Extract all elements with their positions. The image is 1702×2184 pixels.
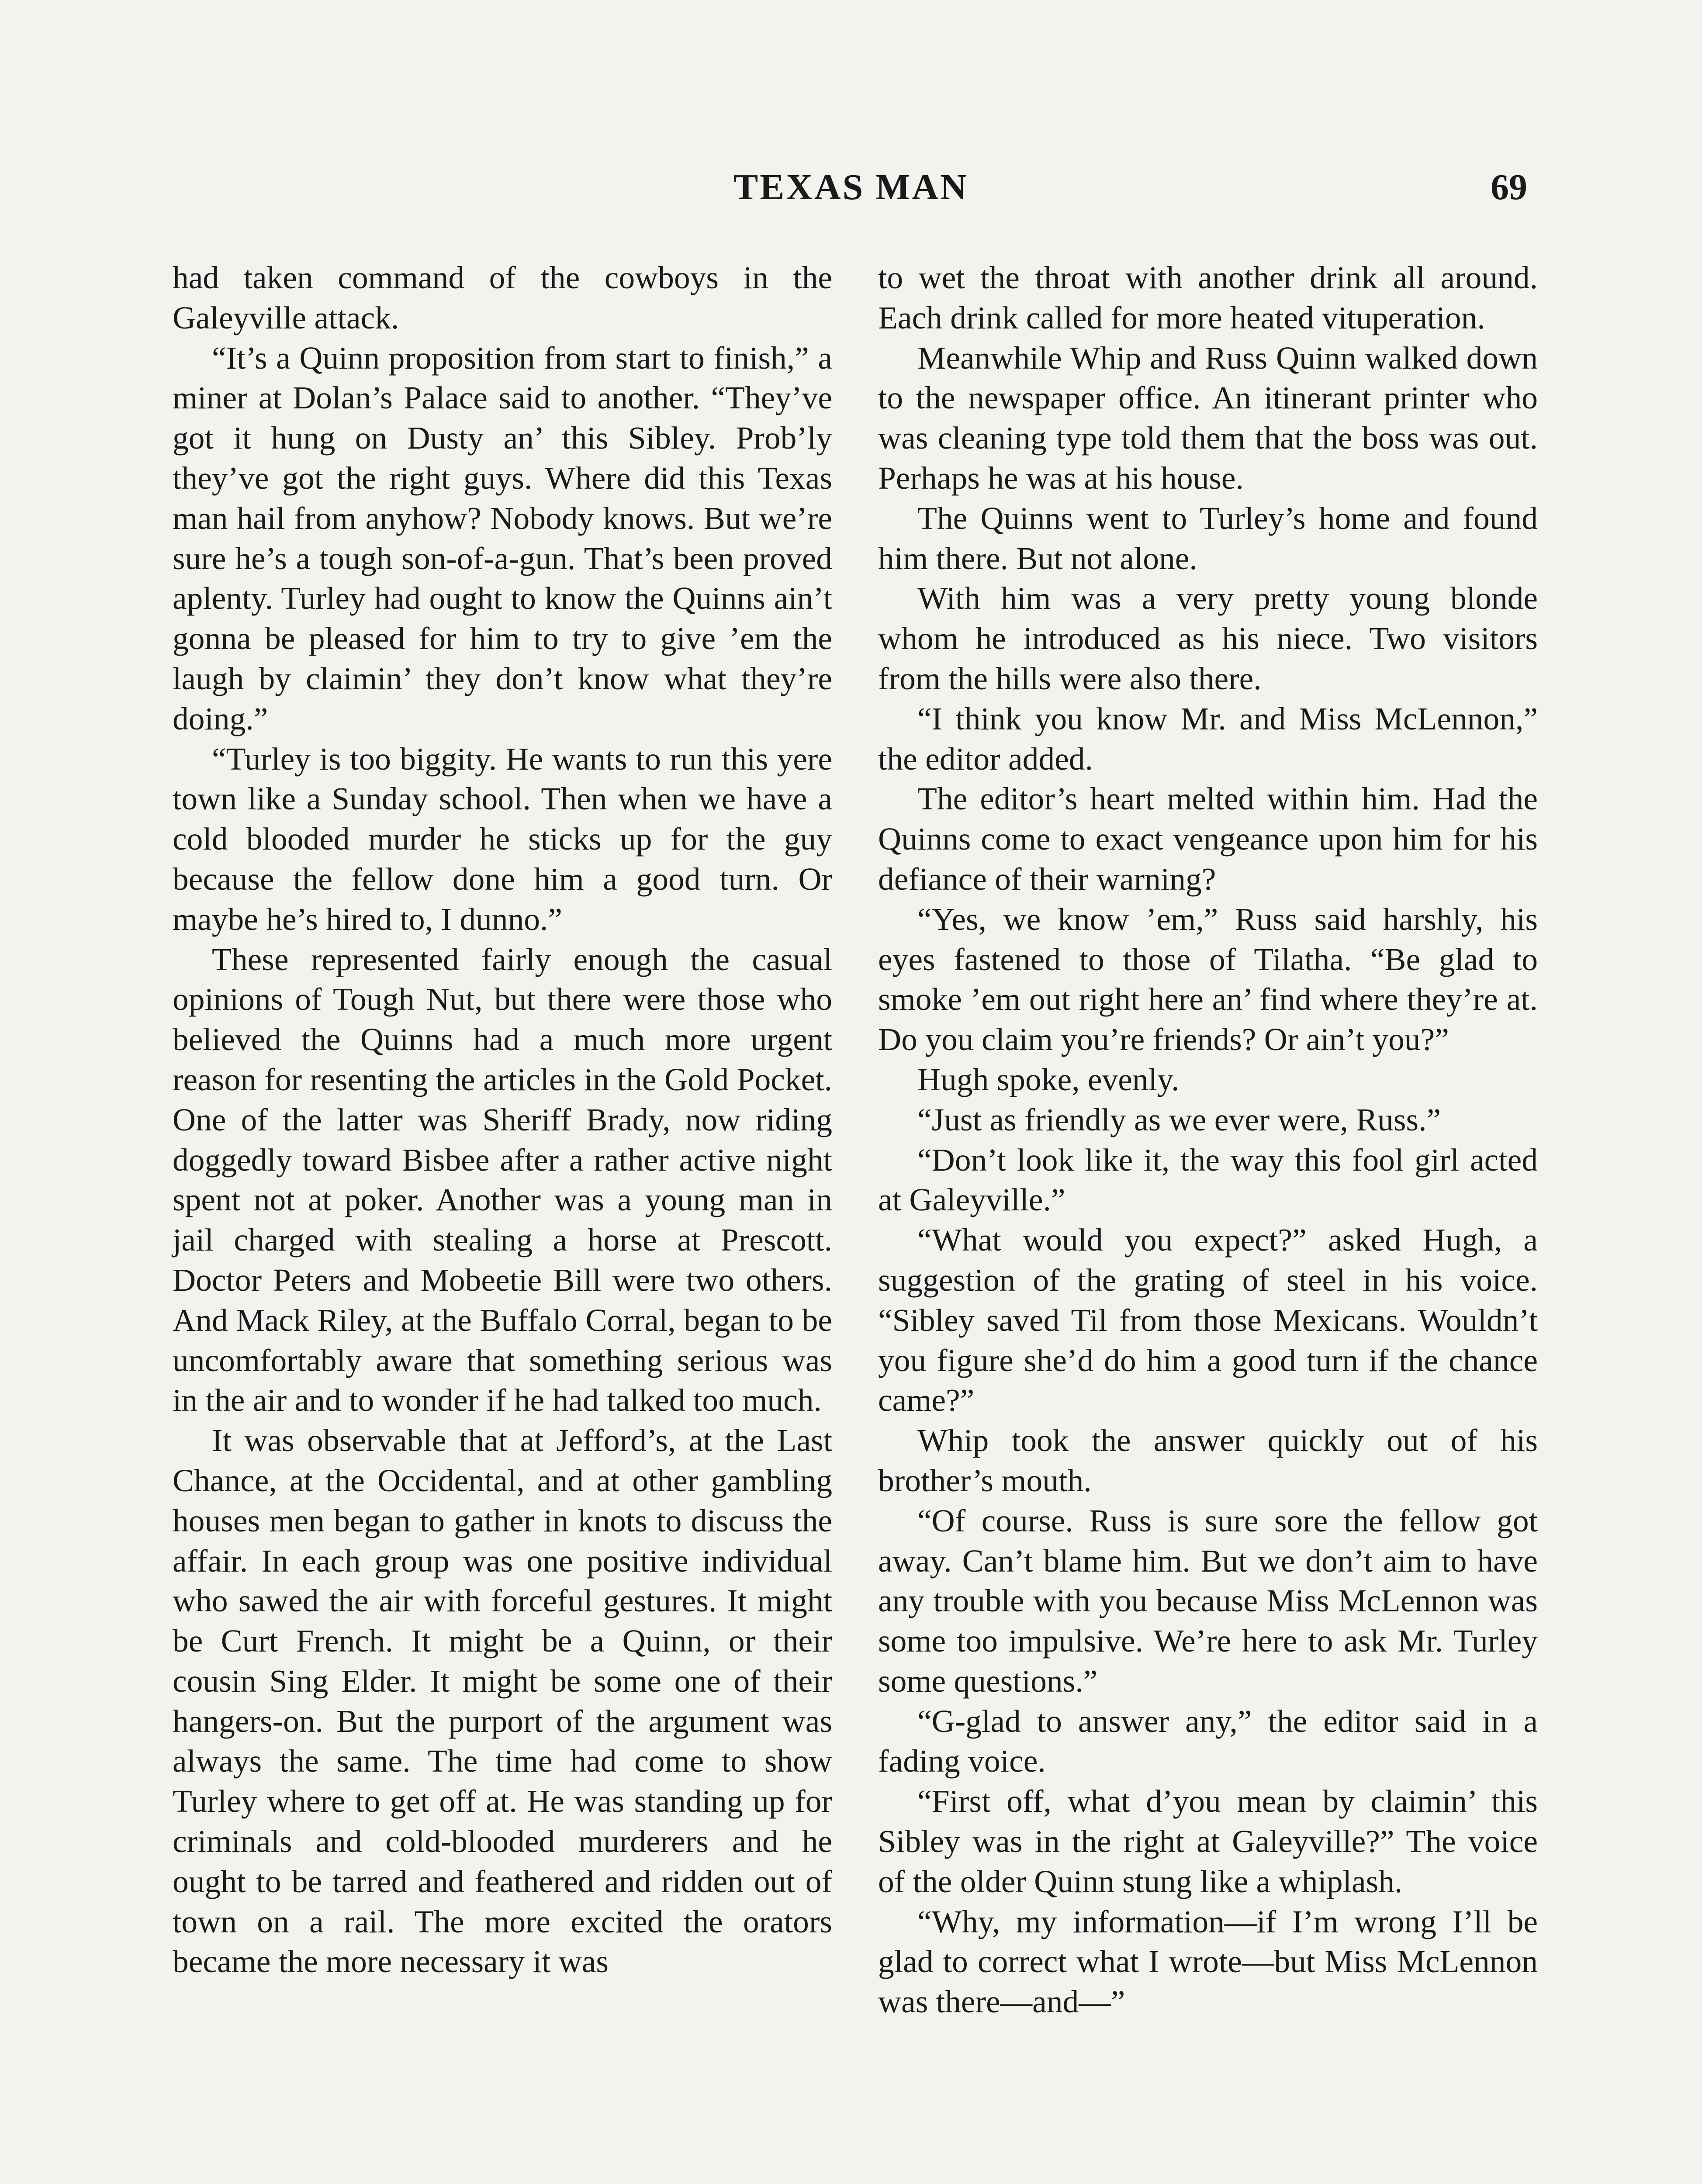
paragraph: Whip took the answer quickly out of his brother’s mouth. <box>878 1423 1538 1498</box>
paragraph: “Just as friendly as we ever were, Russ.” <box>917 1102 1441 1137</box>
paragraph: Hugh spoke, evenly. <box>917 1061 1180 1097</box>
paragraph: With him was a very pretty young blonde whom he introduced as his niece. Two visitors from the hills were also there. <box>878 581 1538 696</box>
paragraph: The editor’s heart melted within him. Had the Quinns come to exact vengeance upon him for his defiance of their warning? <box>878 781 1538 897</box>
paragraph: had taken command of the cowboys in the Galeyville attack. <box>173 260 832 335</box>
paragraph: “Yes, we know ’em,” Russ said harshly, his eyes fastened to those of Tilatha. “Be glad to smoke ’em out right here an’ find where they’re at. Do you claim you’re friends? Or ain’t you?” <box>878 901 1538 1057</box>
paragraph: to wet the throat with another drink all around. Each drink called for more heated vituperation. <box>878 260 1538 335</box>
paragraph: “First off, what d’you mean by claimin’ this Sibley was in the right at Galeyville?” The voice of the older Quinn stung like a whiplash. <box>878 1783 1538 1899</box>
paragraph: “Turley is too biggity. He wants to run this yere town like a Sunday school. Then when we have a cold blooded murder he sticks up for the guy because the fellow done him a good turn. Or maybe he’s hired to, I dunno.” <box>173 741 832 937</box>
paragraph: “Of course. Russ is sure sore the fellow got away. Can’t blame him. But we don’t aim to have any trouble with you because Miss McLennon was some too impulsive. We’re here to ask Mr. Turley some questions.” <box>878 1503 1538 1699</box>
left-column <box>173 258 832 1982</box>
paragraph: “G-glad to answer any,” the editor said in a fading voice. <box>878 1703 1538 1779</box>
paragraph: It was observable that at Jefford’s, at the Last Chance, at the Occidental, and at other gambling houses men began to gather in knots to discuss the affair. In each group was one positive individual who sawed the air with forceful gestures. It might be Curt French. It might be a Quinn, or their cousin Sing Elder. It might be some one of their hangers-on. But the purport of the argument was always the same. The time had come to show Turley where to get off at. He was standing up for criminals and cold-blooded murderers and he ought to be tarred and feathered and ridden out of town on a rail. The more excited the orators became the more necessary it was <box>173 1423 832 1980</box>
paragraph: The Quinns went to Turley’s home and found him there. But not alone. <box>878 500 1538 576</box>
paragraph: “Don’t look like it, the way this fool girl acted at Galeyville.” <box>878 1142 1538 1218</box>
right-column <box>878 258 1538 2022</box>
paragraph: “I think you know Mr. and Miss McLennon,” the editor added. <box>878 701 1538 777</box>
page-header <box>0 166 1702 218</box>
running-title: TEXAS MAN <box>733 167 969 207</box>
paragraph: Meanwhile Whip and Russ Quinn walked down to the newspaper office. An itinerant printer who was cleaning type told them that the boss was out. Perhaps he was at his house. <box>878 340 1538 496</box>
paragraph: These represented fairly enough the casual opinions of Tough Nut, but there were those who believed the Quinns had a much more urgent reason for resenting the articles in the Gold Pocket. One of the latter was Sheriff Brady, now riding doggedly toward Bisbee after a rather active night spent not at poker. Another was a young man in jail charged with stealing a horse at Prescott. Doctor Peters and Mobeetie Bill were two others. And Mack Riley, at the Buffalo Corral, began to be uncomfortably aware that something serious was in the air and to wonder if he had talked too much. <box>173 941 832 1418</box>
paragraph: “It’s a Quinn proposition from start to finish,” a miner at Dolan’s Palace said to another. “They’ve got it hung on Dusty an’ this Sibley. Prob’ly they’ve got the right guys. Where did this Texas man hail from anyhow? Nobody knows. But we’re sure he’s a tough son-of-a-gun. That’s been proved aplenty. Turley had ought to know the Quinns ain’t gonna be pleased for him to try to give ’em the laugh by claimin’ they don’t know what they’re doing.” <box>173 340 832 736</box>
paragraph: “Why, my information—if I’m wrong I’ll be glad to correct what I wrote—but Miss McLennon was there—and—” <box>878 1904 1538 2020</box>
page-number: 69 <box>1491 167 1527 207</box>
paragraph: “What would you expect?” asked Hugh, a suggestion of the grating of steel in his voice. “Sibley saved Til from those Mexicans. Wouldn’t you figure she’d do him a good turn if the chance came?” <box>878 1222 1538 1418</box>
